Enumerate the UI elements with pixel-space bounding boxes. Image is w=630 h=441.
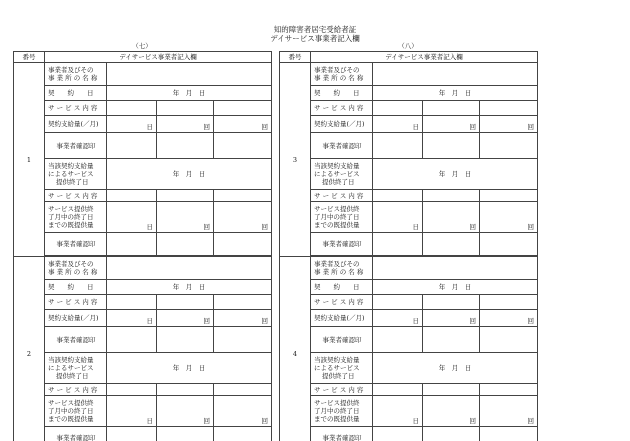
service-content-label: サ ー ビ ス 内 容 <box>311 295 373 310</box>
end-date-field[interactable]: 年 月 日 <box>373 353 538 384</box>
times-field[interactable]: 回 <box>157 202 214 233</box>
seal-field[interactable] <box>107 233 157 256</box>
seal-field[interactable] <box>214 327 272 353</box>
service-content-label: サ ー ビ ス 内 容 <box>45 101 107 116</box>
contract-amount-label: 契約支給量(／月) <box>45 116 107 133</box>
contract-date-label: 契 約 日 <box>311 280 373 295</box>
sheet-eight <box>279 42 537 441</box>
seal-field[interactable] <box>423 133 480 159</box>
number-column-header: 番号 <box>14 52 45 63</box>
times-field[interactable]: 回 <box>480 116 538 133</box>
service-content-field[interactable] <box>157 190 214 202</box>
days-field[interactable]: 日 <box>107 116 157 133</box>
seal-field[interactable] <box>214 233 272 256</box>
contract-amount-label: 契約支給量(／月) <box>45 310 107 327</box>
document-title: 知的障害者居宅受給者証 <box>273 25 357 34</box>
service-content-field[interactable] <box>480 384 538 396</box>
service-content-label: サ ー ビ ス 内 容 <box>45 295 107 310</box>
entry-number: 1 <box>14 63 45 257</box>
service-content-field[interactable] <box>480 190 538 202</box>
seal-field[interactable] <box>480 327 538 353</box>
entry-number: 3 <box>280 63 311 257</box>
seal-field[interactable] <box>480 133 538 159</box>
entry-table <box>13 51 272 441</box>
section-label: （八） <box>398 42 418 50</box>
times-field[interactable]: 回 <box>480 396 538 427</box>
days-field[interactable]: 日 <box>373 116 423 133</box>
service-content-field[interactable] <box>373 101 423 116</box>
service-content-field[interactable] <box>373 190 423 202</box>
contract-end-label: 当該契約支給量 によるサービス 提供終了日 <box>45 353 107 384</box>
seal-field[interactable] <box>373 427 423 441</box>
entry-table <box>279 51 538 441</box>
contract-date-label: 契 約 日 <box>45 86 107 101</box>
service-content-field[interactable] <box>214 384 272 396</box>
times-field[interactable]: 回 <box>423 310 480 327</box>
seal-field[interactable] <box>157 133 214 159</box>
seal-field[interactable] <box>373 133 423 159</box>
provided-amount-label: サービス提供終 了月中の終了日 までの既提供量 <box>311 202 373 233</box>
contract-date-field[interactable]: 年 月 日 <box>107 86 272 101</box>
contract-end-label: 当該契約支給量 によるサービス 提供終了日 <box>311 159 373 190</box>
seal-field[interactable] <box>480 233 538 256</box>
provider-name-field[interactable] <box>373 257 538 280</box>
seal-field[interactable] <box>107 327 157 353</box>
provider-name-label: 事業者及びその 事 業 所 の 名 称 <box>311 63 373 86</box>
contract-amount-label: 契約支給量(／月) <box>311 310 373 327</box>
provider-name-label: 事業者及びその 事 業 所 の 名 称 <box>45 63 107 86</box>
times-field[interactable]: 回 <box>423 116 480 133</box>
times-field[interactable]: 回 <box>480 202 538 233</box>
seal-field[interactable] <box>373 327 423 353</box>
provider-name-field[interactable] <box>373 63 538 86</box>
entry-number: 4 <box>280 257 311 441</box>
entry-number: 2 <box>14 257 45 441</box>
days-field[interactable]: 日 <box>373 310 423 327</box>
contract-end-label: 当該契約支給量 によるサービス 提供終了日 <box>45 159 107 190</box>
confirmation-seal-label: 事業者確認印 <box>45 133 107 159</box>
confirmation-seal-label: 事業者確認印 <box>311 133 373 159</box>
seal-field[interactable] <box>214 133 272 159</box>
service-content-label: サ ー ビ ス 内 容 <box>311 384 373 396</box>
service-content-field[interactable] <box>214 295 272 310</box>
provided-amount-label: サービス提供終 了月中の終了日 までの既提供量 <box>311 396 373 427</box>
times-field[interactable]: 回 <box>157 310 214 327</box>
end-date-field[interactable]: 年 月 日 <box>107 159 272 190</box>
service-content-field[interactable] <box>423 384 480 396</box>
service-content-field[interactable] <box>373 295 423 310</box>
service-content-field[interactable] <box>157 384 214 396</box>
times-field[interactable]: 回 <box>214 396 272 427</box>
seal-field[interactable] <box>214 427 272 441</box>
provided-amount-label: サービス提供終 了月中の終了日 までの既提供量 <box>45 202 107 233</box>
seal-field[interactable] <box>157 427 214 441</box>
service-content-field[interactable] <box>157 295 214 310</box>
contract-date-field[interactable]: 年 月 日 <box>107 280 272 295</box>
seal-field[interactable] <box>107 427 157 441</box>
service-content-field[interactable] <box>214 190 272 202</box>
service-content-field[interactable] <box>423 101 480 116</box>
seal-field[interactable] <box>373 233 423 256</box>
section-column-header: デイサービス事業者記入欄 <box>45 52 272 63</box>
times-field[interactable]: 回 <box>214 310 272 327</box>
contract-date-label: 契 約 日 <box>45 280 107 295</box>
times-field[interactable]: 回 <box>480 310 538 327</box>
days-field[interactable]: 日 <box>107 202 157 233</box>
confirmation-seal-label: 事業者確認印 <box>45 427 107 441</box>
end-date-field[interactable]: 年 月 日 <box>107 353 272 384</box>
service-content-field[interactable] <box>423 190 480 202</box>
confirmation-seal-label: 事業者確認印 <box>45 327 107 353</box>
times-field[interactable]: 回 <box>423 396 480 427</box>
service-content-label: サ ー ビ ス 内 容 <box>311 101 373 116</box>
section-label: （七） <box>132 42 152 50</box>
service-content-label: サ ー ビ ス 内 容 <box>311 190 373 202</box>
provided-amount-label: サービス提供終 了月中の終了日 までの既提供量 <box>45 396 107 427</box>
contract-date-field[interactable]: 年 月 日 <box>373 280 538 295</box>
sheet-seven <box>13 42 271 441</box>
confirmation-seal-label: 事業者確認印 <box>311 427 373 441</box>
times-field[interactable]: 回 <box>423 202 480 233</box>
provider-name-label: 事業者及びその 事 業 所 の 名 称 <box>45 257 107 280</box>
service-content-field[interactable] <box>214 101 272 116</box>
days-field[interactable]: 日 <box>373 396 423 427</box>
contract-end-label: 当該契約支給量 によるサービス 提供終了日 <box>311 353 373 384</box>
days-field[interactable]: 日 <box>107 396 157 427</box>
contract-amount-label: 契約支給量(／月) <box>311 116 373 133</box>
times-field[interactable]: 回 <box>214 202 272 233</box>
confirmation-seal-label: 事業者確認印 <box>311 327 373 353</box>
contract-date-label: 契 約 日 <box>311 86 373 101</box>
service-content-field[interactable] <box>480 101 538 116</box>
seal-field[interactable] <box>423 427 480 441</box>
service-content-field[interactable] <box>107 295 157 310</box>
service-content-field[interactable] <box>107 101 157 116</box>
seal-field[interactable] <box>157 233 214 256</box>
seal-field[interactable] <box>157 327 214 353</box>
contract-date-field[interactable]: 年 月 日 <box>373 86 538 101</box>
end-date-field[interactable]: 年 月 日 <box>373 159 538 190</box>
days-field[interactable]: 日 <box>107 310 157 327</box>
service-content-label: サ ー ビ ス 内 容 <box>45 190 107 202</box>
seal-field[interactable] <box>423 327 480 353</box>
service-content-field[interactable] <box>480 295 538 310</box>
times-field[interactable]: 回 <box>157 116 214 133</box>
seal-field[interactable] <box>107 133 157 159</box>
confirmation-seal-label: 事業者確認印 <box>311 233 373 256</box>
service-content-field[interactable] <box>373 384 423 396</box>
seal-field[interactable] <box>423 233 480 256</box>
times-field[interactable]: 回 <box>157 396 214 427</box>
document-subtitle: デイサービス事業者記入欄 <box>270 34 360 43</box>
provider-name-label: 事業者及びその 事 業 所 の 名 称 <box>311 257 373 280</box>
service-content-field[interactable] <box>107 190 157 202</box>
provider-name-field[interactable] <box>107 257 272 280</box>
provider-name-field[interactable] <box>107 63 272 86</box>
service-content-field[interactable] <box>423 295 480 310</box>
seal-field[interactable] <box>480 427 538 441</box>
times-field[interactable]: 回 <box>214 116 272 133</box>
service-content-label: サ ー ビ ス 内 容 <box>45 384 107 396</box>
service-content-field[interactable] <box>157 101 214 116</box>
confirmation-seal-label: 事業者確認印 <box>45 233 107 256</box>
number-column-header: 番号 <box>280 52 311 63</box>
service-content-field[interactable] <box>107 384 157 396</box>
section-column-header: デイサービス事業者記入欄 <box>311 52 538 63</box>
days-field[interactable]: 日 <box>373 202 423 233</box>
